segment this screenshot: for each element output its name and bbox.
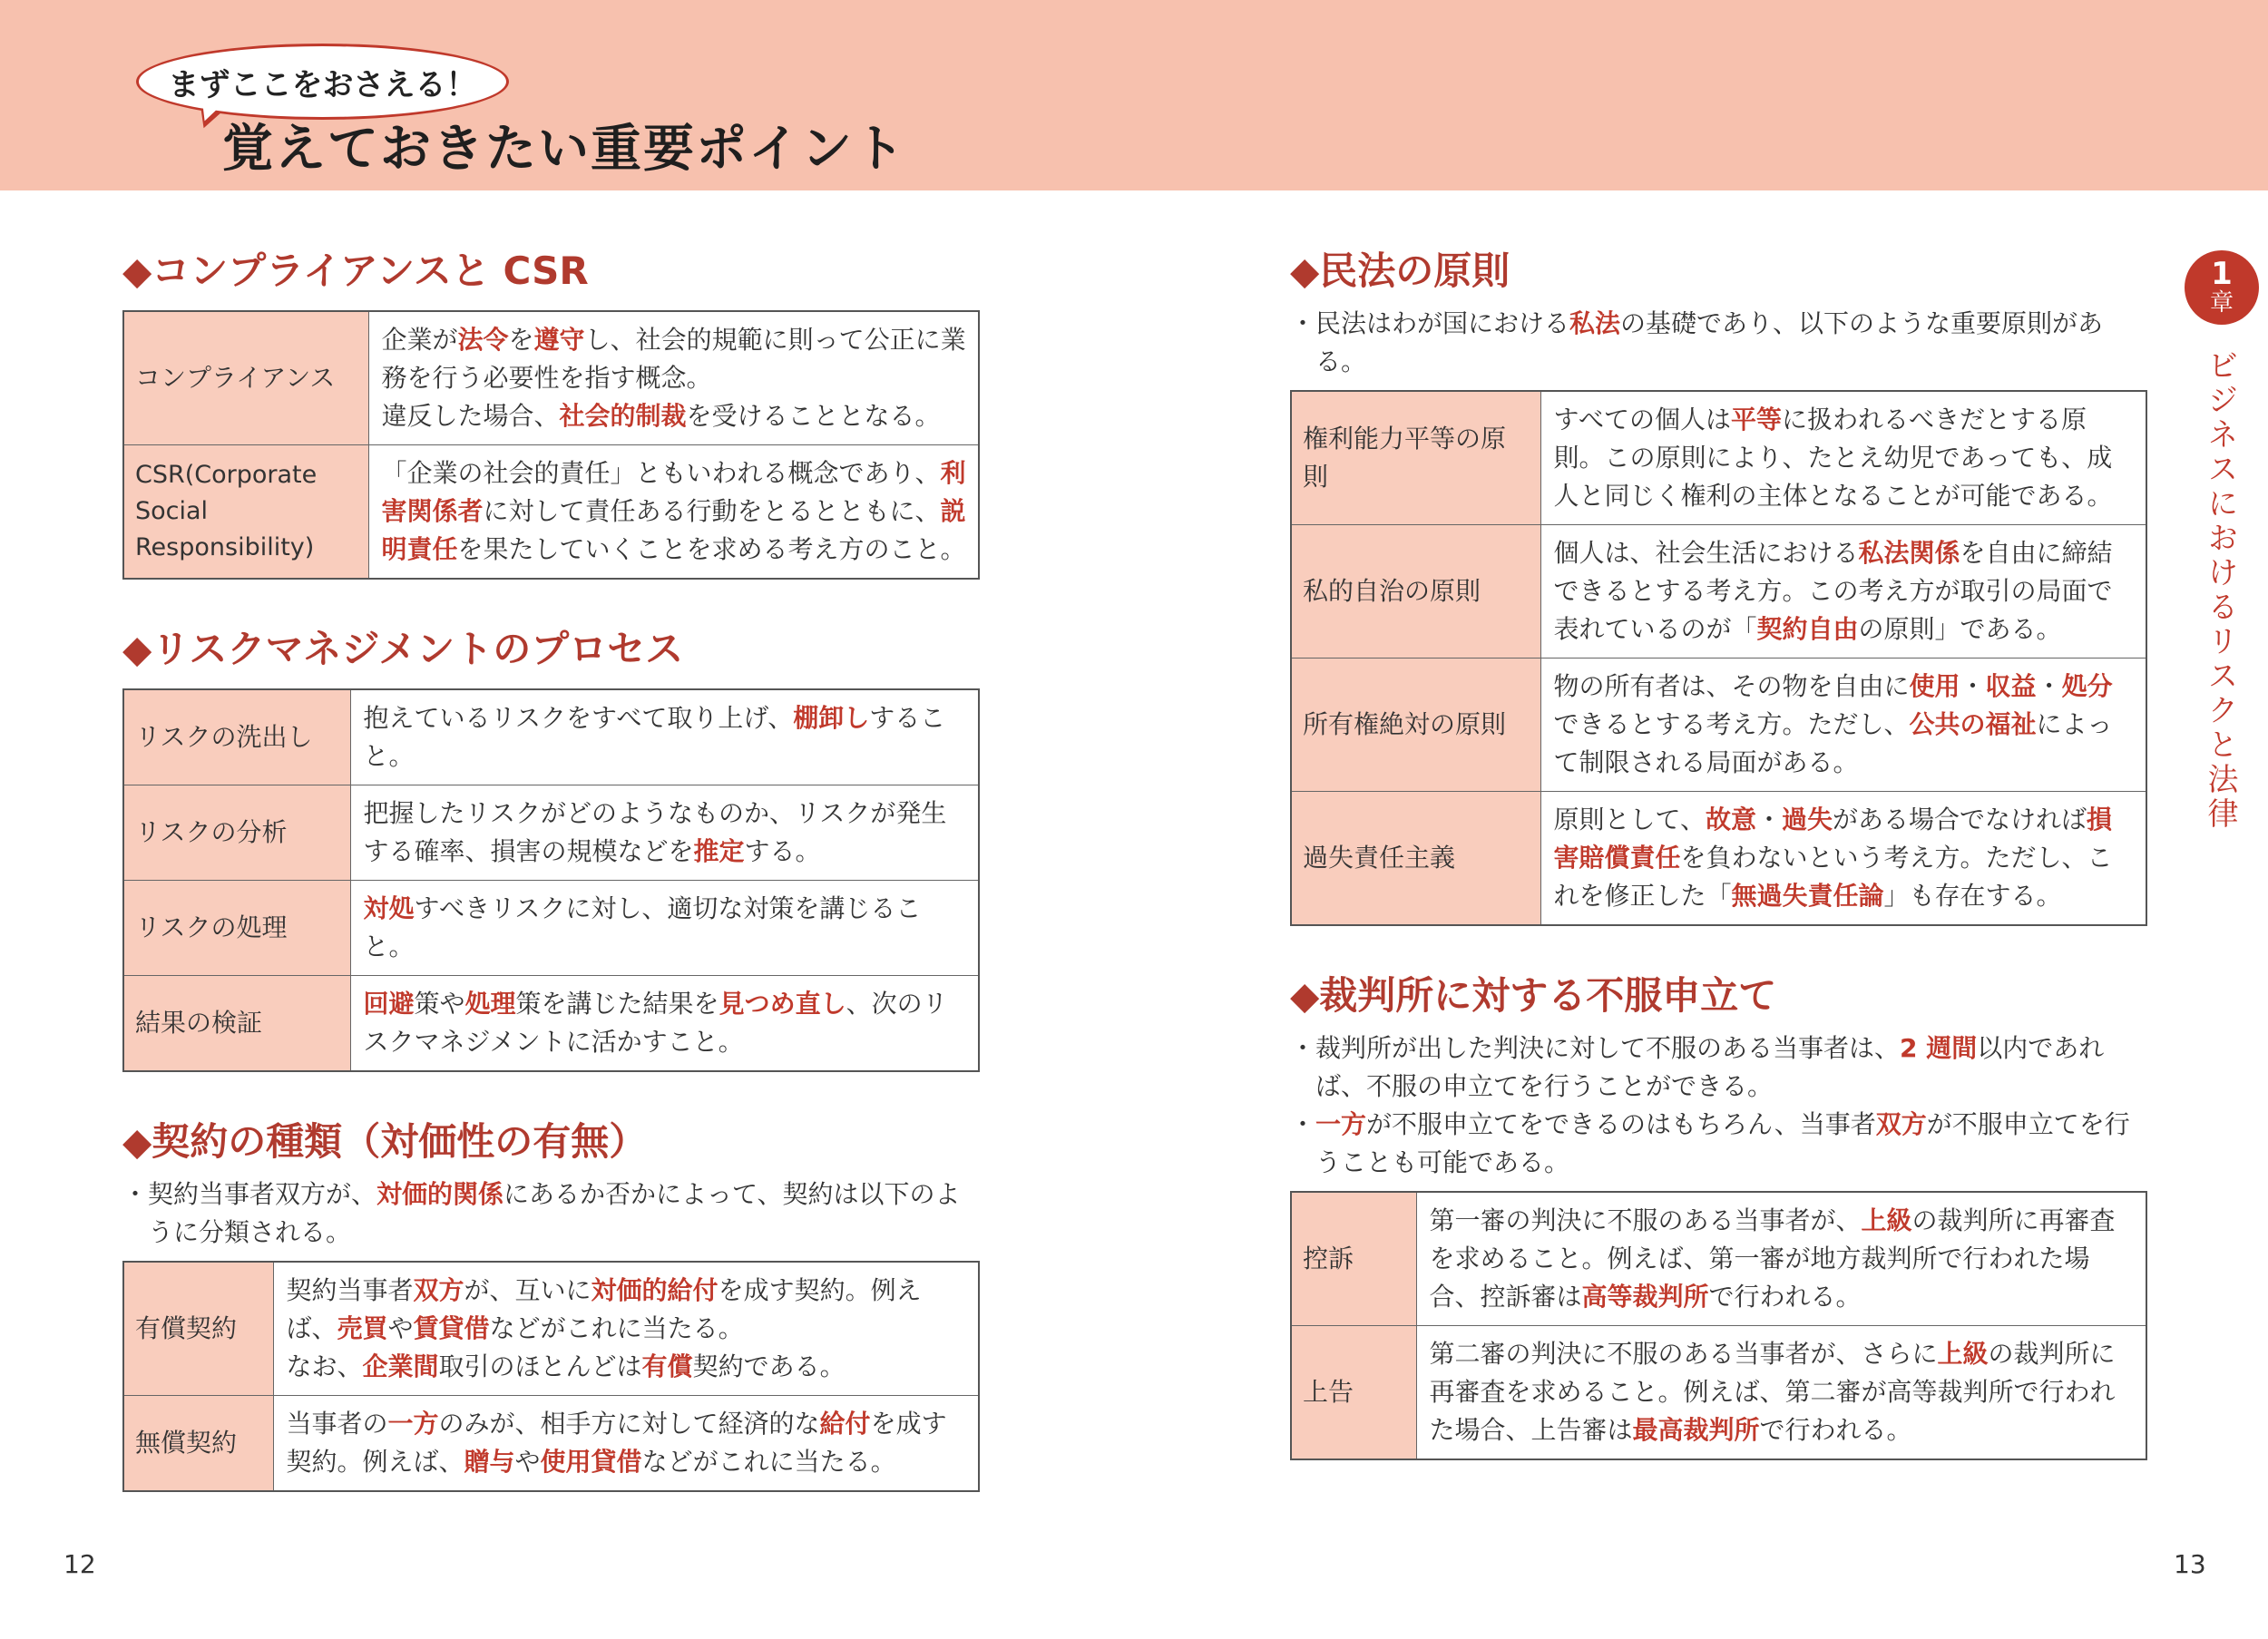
key-term: 私法関係	[1858, 538, 1960, 568]
section-intro	[1290, 1029, 2147, 1182]
row-label: 上告	[1291, 1326, 1416, 1460]
row-label: リスクの処理	[123, 881, 350, 976]
key-term: 契約自由	[1756, 614, 1859, 644]
compliance-table	[122, 310, 980, 580]
row-description: 原則として、故意・過失がある場合でなければ損害賠償責任を負わないという考え方。ただし、これを修正した「無過失責任論」も存在する。	[1540, 792, 2146, 926]
row-label: リスクの洗出し	[123, 689, 350, 785]
row-description: 契約当事者双方が、互いに対価的給付を成す契約。例えば、売買や賃貸借などがこれに当たる。 なお、企業間取引のほとんどは有償契約である。	[273, 1262, 979, 1396]
table-row	[123, 1396, 979, 1492]
civil-law-table	[1290, 390, 2147, 926]
key-term: 棚卸し	[793, 703, 870, 733]
key-term: 企業間	[362, 1351, 439, 1381]
intro-bullet: ・一方が不服申立てをできるのはもちろん、当事者双方が不服申立てを行うことも可能である。	[1290, 1109, 2130, 1177]
right-column	[1290, 245, 2147, 1460]
key-term: 対価的給付	[591, 1275, 719, 1305]
row-label: CSR(Corporate Social Responsibility)	[123, 445, 368, 580]
key-term: 社会的制裁	[559, 401, 687, 431]
key-term: 上級	[1861, 1205, 1912, 1235]
row-description: すべての個人は平等に扱われるべきだとする原則。この原則により、たとえ幼児であっても、成人と同じく権利の主体となることが可能である。	[1540, 391, 2146, 525]
key-term: 使用	[1909, 671, 1960, 701]
row-description: 第一審の判決に不服のある当事者が、上級の裁判所に再審査を求めること。例えば、第一審が地方裁判所で行われた場合、控訴審は高等裁判所で行われる。	[1416, 1192, 2146, 1326]
table-row	[123, 689, 979, 785]
key-term: 回避	[363, 989, 415, 1019]
contract-table	[122, 1261, 980, 1492]
chapter-label: 章	[2209, 289, 2234, 317]
intro-bullet: ・裁判所が出した判決に対して不服のある当事者は、2 週間以内であれば、不服の申立てを行うことができる。	[1290, 1033, 2105, 1101]
table-row	[123, 311, 979, 445]
section-title-contract: ◆契約の種類（対価性の有無）	[122, 1119, 648, 1164]
key-term: 見つめ直し	[719, 989, 846, 1019]
page-title: 覚えておきたい重要ポイント	[222, 120, 906, 179]
key-term: 利害関係者	[381, 458, 966, 526]
key-term: 給付	[819, 1409, 871, 1439]
table-row	[123, 1262, 979, 1396]
row-label: 私的自治の原則	[1291, 525, 1540, 659]
key-term: 故意	[1705, 805, 1756, 834]
table-row	[123, 881, 979, 976]
row-label: 権利能力平等の原則	[1291, 391, 1540, 525]
row-description: 抱えているリスクをすべて取り上げ、棚卸しすること。	[350, 689, 979, 785]
section-intro	[122, 1176, 980, 1252]
table-row	[1291, 1192, 2146, 1326]
key-term: 上級	[1937, 1339, 1989, 1369]
row-description: 第二審の判決に不服のある当事者が、さらに上級の裁判所に再審査を求めること。例えば、第二審が高等裁判所で行われた場合、上告審は最高裁判所で行われる。	[1416, 1326, 2146, 1460]
key-term: 有償	[641, 1351, 693, 1381]
table-row	[1291, 525, 2146, 659]
row-label: リスクの分析	[123, 785, 350, 881]
key-term: 対処	[363, 893, 415, 923]
intro-bullet: ・民法はわが国における私法の基礎であり、以下のような重要原則がある。	[1290, 308, 2104, 376]
key-term: 2 週間	[1900, 1033, 1978, 1063]
page-number-right: 13	[2174, 1549, 2206, 1579]
key-term: 贈与	[464, 1447, 515, 1477]
key-term: 法令	[457, 325, 509, 355]
key-term: 公共の福祉	[1909, 709, 2037, 739]
row-description: 把握したリスクがどのようなものか、リスクが発生する確率、損害の規模などを推定する。	[350, 785, 979, 881]
key-term: 推定	[693, 836, 745, 866]
key-term: 双方	[1875, 1109, 1927, 1139]
section-title-compliance: ◆コンプライアンスと CSR	[122, 249, 589, 293]
left-column	[122, 245, 980, 1492]
table-row	[1291, 391, 2146, 525]
table-row	[123, 445, 979, 580]
chapter-number: 1	[2211, 256, 2233, 292]
key-term: 賃貸借	[413, 1313, 490, 1343]
row-label: 控訴	[1291, 1192, 1416, 1326]
key-term: 損害賠償責任	[1553, 805, 2113, 873]
row-description: 個人は、社会生活における私法関係を自由に締結できるとする考え方。この考え方が取引の局面で表れているのが「契約自由の原則」である。	[1540, 525, 2146, 659]
key-term: 使用貸借	[540, 1447, 642, 1477]
table-row	[1291, 792, 2146, 926]
row-label: 結果の検証	[123, 976, 350, 1072]
table-row	[123, 976, 979, 1072]
row-label: 過失責任主義	[1291, 792, 1540, 926]
key-term: 売買	[337, 1313, 388, 1343]
key-term: 一方	[387, 1409, 439, 1439]
risk-table	[122, 688, 980, 1072]
page-number-left: 12	[64, 1549, 96, 1579]
row-label: コンプライアンス	[123, 311, 368, 445]
section-title-risk: ◆リスクマネジメントのプロセス	[122, 627, 684, 671]
row-label: 有償契約	[123, 1262, 273, 1396]
row-description: 「企業の社会的責任」ともいわれる概念であり、利害関係者に対して責任ある行動をとるとともに、説明責任を果たしていくことを求める考え方のこと。	[368, 445, 979, 580]
bubble-text: まずここをおさえる！	[168, 66, 477, 103]
row-label: 所有権絶対の原則	[1291, 659, 1540, 792]
key-term: 収益	[1985, 671, 2037, 701]
section-title-civil: ◆民法の原則	[1290, 249, 1510, 293]
key-term: 最高裁判所	[1632, 1415, 1760, 1445]
row-description: 企業が法令を遵守し、社会的規範に則って公正に業務を行う必要性を指す概念。 違反した場合、社会的制裁を受けることとなる。	[368, 311, 979, 445]
key-term: 無過失責任論	[1731, 881, 1884, 911]
table-row	[1291, 659, 2146, 792]
key-term: 過失	[1781, 805, 1833, 834]
key-term: 処分	[2061, 671, 2113, 701]
intro-bullet: ・契約当事者双方が、対価的関係にあるか否かによって、契約は以下のように分類される。	[122, 1179, 961, 1247]
key-term: 私法	[1569, 308, 1621, 338]
appeal-table	[1290, 1191, 2147, 1460]
row-description: 対処すべきリスクに対し、適切な対策を講じること。	[350, 881, 979, 976]
chapter-badge	[2185, 250, 2259, 325]
row-label: 無償契約	[123, 1396, 273, 1492]
row-description: 回避策や処理策を講じた結果を見つめ直し、次のリスクマネジメントに活かすこと。	[350, 976, 979, 1072]
key-term: 平等	[1730, 405, 1782, 434]
row-description: 物の所有者は、その物を自由に使用・収益・処分できるとする考え方。ただし、公共の福祉によって制限される局面がある。	[1540, 659, 2146, 792]
key-term: 高等裁判所	[1581, 1282, 1709, 1312]
key-term: 双方	[413, 1275, 464, 1305]
section-intro	[1290, 305, 2147, 381]
key-term: 遵守	[533, 325, 585, 355]
table-row	[1291, 1326, 2146, 1460]
key-term: 対価的関係	[376, 1179, 504, 1209]
key-term: 処理	[464, 989, 516, 1019]
key-term: 一方	[1315, 1109, 1367, 1139]
table-row	[123, 785, 979, 881]
chapter-title: ビジネスにおけるリスクと法律	[2202, 349, 2238, 832]
section-title-appeal: ◆裁判所に対する不服申立て	[1290, 973, 1777, 1018]
key-term: 説明責任	[381, 496, 966, 564]
row-description: 当事者の一方のみが、相手方に対して経済的な給付を成す契約。例えば、贈与や使用貸借などがこれに当たる。	[273, 1396, 979, 1492]
